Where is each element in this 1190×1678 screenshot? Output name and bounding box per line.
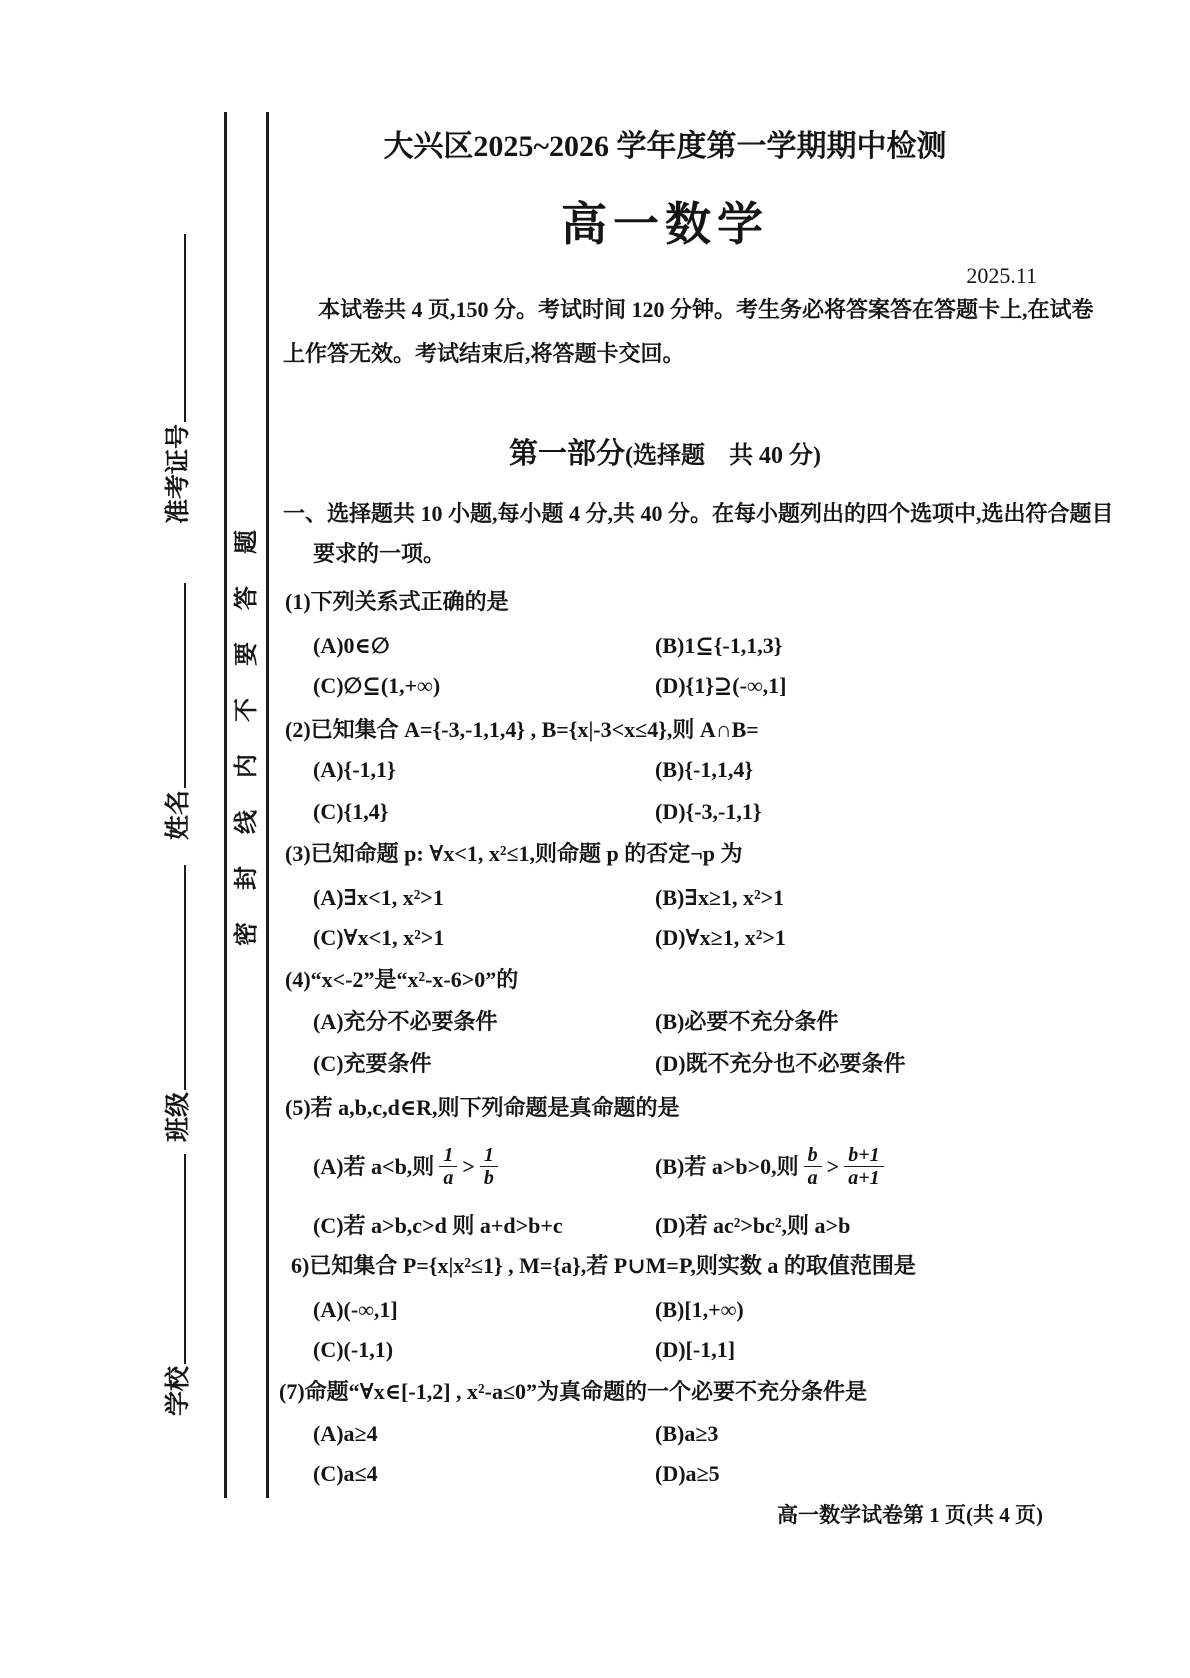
q5-option-a-text: (A)若 a<b,则 <box>313 1154 435 1179</box>
field-exam-number-label: 准考证号 <box>165 423 192 524</box>
q5-option-b <box>655 1138 889 1196</box>
exam-date: 2025.11 <box>966 263 1037 288</box>
fraction-denominator: a <box>439 1166 457 1189</box>
fraction-numerator: 1 <box>483 1144 494 1167</box>
seal-line-left <box>224 112 227 1498</box>
q5-option-b-text: (B)若 a>b>0,则 <box>655 1154 799 1179</box>
q2-option-b: (B){-1,1,4} <box>655 757 753 782</box>
exam-content <box>265 0 1114 1678</box>
seal-text: 密封线内不要答题 <box>234 498 260 946</box>
field-school <box>164 1154 194 1416</box>
field-exam-number-blank-line <box>182 234 186 422</box>
notice-line-2: 上作答无效。考试结束后,将答题卡交回。 <box>283 341 685 366</box>
page-footer: 高一数学试卷第 1 页(共 4 页) <box>777 1503 1043 1527</box>
section1-instructions-line-2: 要求的一项。 <box>313 541 446 566</box>
field-class-blank-line <box>182 865 186 1090</box>
part1-heading-rest: (选择题 共 40 分) <box>625 443 821 469</box>
q3-option-a: (A)∃x<1, x²>1 <box>313 885 444 910</box>
q2-option-d: (D){-3,-1,1} <box>655 799 762 824</box>
q1-stem: (1)下列关系式正确的是 <box>285 589 509 614</box>
q4-option-b: (B)必要不充分条件 <box>655 1009 839 1034</box>
q5-option-a <box>313 1138 503 1196</box>
q6-stem: 6)已知集合 P={x|x²≤1} , M={a},若 P∪M=P,则实数 a 的取值范围是 <box>291 1253 916 1278</box>
q5-option-a-fraction-2 <box>480 1144 498 1189</box>
q5-option-b-relation: > <box>826 1154 840 1179</box>
field-class <box>164 865 194 1142</box>
field-exam-number <box>164 234 194 524</box>
section1-instructions-line-1: 一、选择题共 10 小题,每小题 4 分,共 40 分。在每小题列出的四个选项中,选出符合题目 <box>283 501 1114 526</box>
q2-stem: (2)已知集合 A={-3,-1,1,4} , B={x|-3<x≤4},则 A∩B= <box>285 717 759 742</box>
q6-option-d: (D)[-1,1] <box>655 1337 736 1362</box>
q6-option-b: (B)[1,+∞) <box>655 1297 744 1322</box>
q7-stem: (7)命题“∀x∈[-1,2] , x²-a≤0”为真命题的一个必要不充分条件是 <box>279 1379 868 1404</box>
field-name-blank-line <box>182 583 186 788</box>
q5-stem: (5)若 a,b,c,d∈R,则下列命题是真命题的是 <box>285 1095 680 1120</box>
field-name-label: 姓名 <box>165 789 192 840</box>
q4-option-d: (D)既不充分也不必要条件 <box>655 1051 906 1076</box>
q2-option-c: (C){1,4} <box>313 799 389 824</box>
q5-option-a-relation: > <box>462 1154 475 1179</box>
fraction-denominator: a <box>804 1166 822 1189</box>
q1-option-c: (C)∅⊆(1,+∞) <box>313 673 441 698</box>
q5-option-c: (C)若 a>b,c>d 则 a+d>b+c <box>313 1213 563 1238</box>
q5-option-d: (D)若 ac²>bc²,则 a>b <box>655 1213 851 1238</box>
q5-option-a-fraction-1 <box>439 1144 457 1189</box>
q6-option-a: (A)(-∞,1] <box>313 1297 398 1322</box>
q7-option-a: (A)a≥4 <box>313 1421 378 1446</box>
field-class-label: 班级 <box>165 1091 192 1142</box>
part1-heading <box>265 436 1065 472</box>
field-school-blank-line <box>182 1154 186 1364</box>
exam-session-title: 大兴区2025~2026 学年度第一学期期中检测 <box>383 130 947 163</box>
q1-option-d: (D){1}⊇(-∞,1] <box>655 673 787 698</box>
fraction-numerator: b <box>807 1144 818 1167</box>
q4-stem: (4)“x<-2”是“x²-x-6>0”的 <box>285 967 519 992</box>
q1-option-a: (A)0∈∅ <box>313 633 390 658</box>
q2-option-a: (A){-1,1} <box>313 757 396 782</box>
q3-stem: (3)已知命题 p: ∀x<1, x²≤1,则命题 p 的否定¬p 为 <box>285 841 743 866</box>
subject-title: 高一数学 <box>561 199 769 250</box>
q7-option-d: (D)a≥5 <box>655 1461 720 1486</box>
field-school-label: 学校 <box>165 1365 192 1416</box>
q3-option-c: (C)∀x<1, x²>1 <box>313 925 445 950</box>
q7-option-b: (B)a≥3 <box>655 1421 719 1446</box>
field-name <box>164 583 194 840</box>
q5-option-b-fraction-2 <box>844 1144 883 1189</box>
fraction-numerator: 1 <box>443 1144 454 1167</box>
notice-line-1: 本试卷共 4 页,150 分。考试时间 120 分钟。考生务必将答案答在答题卡上,在试卷 <box>318 297 1094 322</box>
q5-option-b-fraction-1 <box>804 1144 822 1189</box>
q6-option-c: (C)(-1,1) <box>313 1337 394 1362</box>
q7-option-c: (C)a≤4 <box>313 1461 378 1486</box>
fraction-numerator: b+1 <box>848 1144 880 1167</box>
q3-option-b: (B)∃x≥1, x²>1 <box>655 885 785 910</box>
part1-heading-bold: 第一部分 <box>509 438 626 470</box>
q4-option-a: (A)充分不必要条件 <box>313 1009 498 1034</box>
q1-option-b: (B)1⊆{-1,1,3} <box>655 633 783 658</box>
fraction-denominator: a+1 <box>844 1166 883 1189</box>
q4-option-c: (C)充要条件 <box>313 1051 432 1076</box>
q3-option-d: (D)∀x≥1, x²>1 <box>655 925 786 950</box>
fraction-denominator: b <box>480 1166 498 1189</box>
